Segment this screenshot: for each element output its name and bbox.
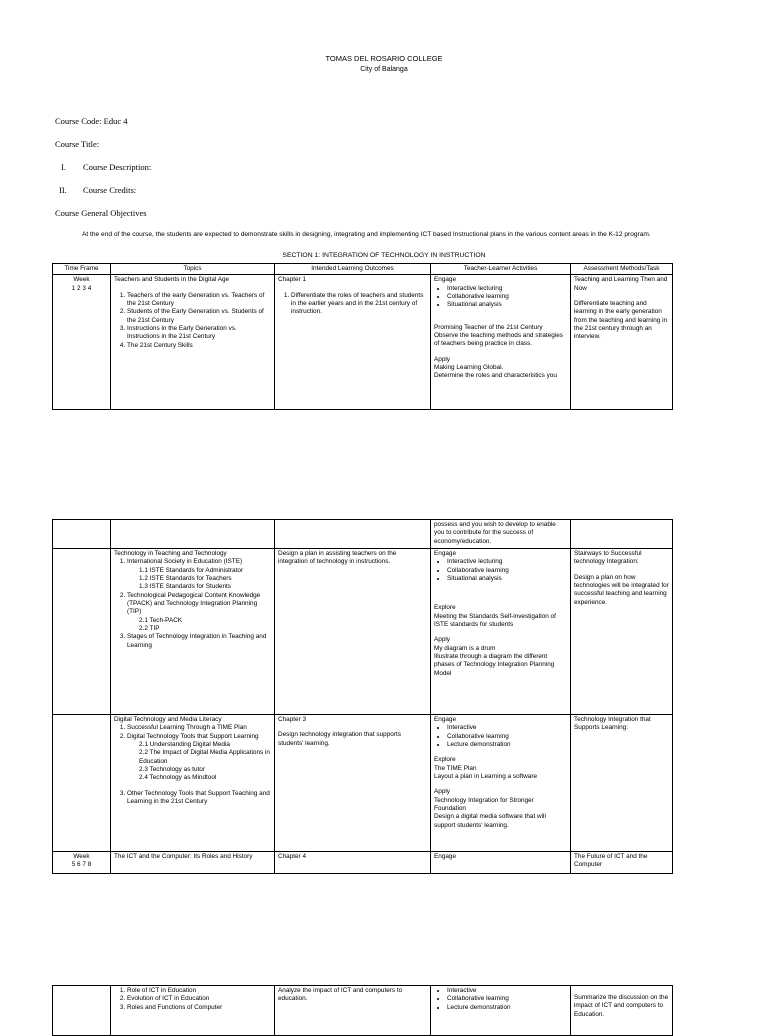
list-item: 1. Teachers of the early Generation vs. Teachers of the 21st Century	[127, 292, 271, 309]
activity-bullets	[434, 724, 567, 749]
table-row	[53, 275, 673, 410]
sub-item: 1.2 ISTE Standards for Teachers	[139, 574, 232, 582]
topics-cell: The ICT and the Computer: Its Roles and History	[111, 852, 275, 874]
list-item: 1. Role of ICT in Education	[127, 987, 271, 995]
ilo-cell: Chapter 4	[275, 852, 431, 874]
assessment-cell: The Future of ICT and the Computer	[571, 852, 673, 874]
table-row	[53, 549, 673, 715]
assessment-title: Stairways to Successful technology Integration:	[574, 550, 642, 566]
activity-text: Determine the roles and characteristics you	[434, 372, 557, 380]
activity-text: Design a digital media software that will support students' learning.	[434, 813, 546, 829]
list-item: • Interactive	[447, 724, 567, 732]
activities-cell	[431, 986, 571, 1036]
list-item: • Interactive	[447, 987, 567, 995]
list-item: 2. Students of the Early Generation vs. Students of the 21st Century	[127, 308, 271, 325]
activity-engage: Engage	[434, 276, 457, 284]
list-item: 4. The 21st Century Skills	[127, 342, 271, 350]
header-activities: Teacher-Learner Activities	[431, 264, 571, 275]
assessment-cell: Technology Integration that Supports Learning:	[571, 715, 673, 852]
time-frame-label: Week	[73, 276, 90, 284]
sub-item: 1.3 ISTE Standards for Students	[139, 583, 232, 591]
ilo-cell: Analyze the impact of ICT and computers to education.	[275, 986, 431, 1036]
assessment-text: Design a plan on how technologies will be integrated for successful teaching and learning experience.	[574, 573, 669, 606]
list-item: • Situational analysis	[447, 575, 567, 583]
activity-text: Illustrate through a diagram the different phases of Technology Integration Planning Model	[434, 652, 555, 677]
ilo-cell: Design a plan in assisting teachers on the integration of technology in instructions.	[275, 549, 431, 715]
activity-text: Making Learning Global.	[434, 363, 504, 371]
sub-item: 2.2 TIP	[139, 624, 160, 632]
topics-cell	[111, 715, 275, 852]
course-objectives-heading: Course General Objectives	[55, 208, 147, 218]
topic-list	[114, 558, 271, 650]
section-title: SECTION 1: INTEGRATION OF TECHNOLOGY IN INSTRUCTION	[282, 252, 486, 259]
topics-cell	[111, 549, 275, 715]
activity-text: Promising Teacher of the 21st Century	[434, 323, 543, 331]
header-topics: Topics	[111, 264, 275, 275]
activity-text: The TIME Plan	[434, 764, 477, 772]
activity-apply: Apply	[434, 636, 450, 644]
table-row	[53, 986, 673, 1036]
time-frame-weeks: 5 6 7 8	[71, 861, 92, 869]
activity-apply: Apply	[434, 788, 450, 796]
header-ilo: Intended Learning Outcomes	[275, 264, 431, 275]
activity-apply: Apply	[434, 355, 450, 363]
topic-title: Technology in Teaching and Technology	[114, 550, 227, 557]
list-item: • Collaborative learning	[447, 995, 567, 1003]
course-title: Course Title:	[55, 139, 100, 149]
sub-item: 2.2 The Impact of Digital Media Applications in Education	[139, 749, 270, 765]
activity-text: Meeting the Standards Self-investigation of ISTE standards for students	[434, 612, 556, 628]
topic-list	[114, 987, 271, 1012]
activity-text: My diagram is a drum	[434, 644, 496, 652]
section1-table	[52, 263, 673, 410]
ilo-list	[278, 292, 427, 317]
list-item: 3. Instructions in the Early Generation vs. Instructions in the 21st Century	[127, 325, 271, 342]
activities-cell	[431, 715, 571, 852]
list-item: 2. Evolution of ICT in Education	[127, 995, 271, 1003]
activities-cell: Engage	[431, 852, 571, 874]
list-item: • Collaborative learning	[447, 293, 567, 301]
list-item: • Collaborative learning	[447, 733, 567, 741]
activity-engage: Engage	[434, 716, 457, 723]
time-frame-cell	[53, 275, 111, 410]
topic-list	[114, 724, 271, 806]
section1-table-page3	[52, 985, 673, 1036]
list-item: 1. Differentiate the roles of teachers and students in the earlier years and in the 21st century of instruction.	[291, 292, 427, 317]
activity-bullets	[434, 558, 567, 583]
activity-explore: Explore	[434, 756, 456, 764]
topic-title: Digital Technology and Media Literacy	[114, 716, 222, 723]
topics-cell	[111, 275, 275, 410]
assessment-cell	[571, 986, 673, 1036]
list-item: 1. International Society in Education (ISTE) 1.1 ISTE Standards for Administrator 1.2 ISTE Standards for Teachers 1.3 ISTE Standards for Students	[127, 558, 271, 591]
ilo-text: Design technology integration that supports students' learning.	[278, 731, 401, 747]
sub-item: 1.1 ISTE Standards for Administrator	[139, 566, 244, 574]
list-item: • Lecture demonstration	[447, 1004, 567, 1012]
list-item: • Interactive lecturing	[447, 558, 567, 566]
course-description-number: I.	[61, 162, 66, 172]
activity-engage: Engage	[434, 550, 457, 557]
topic-list	[114, 292, 271, 350]
list-item: 3. Roles and Functions of Computer	[127, 1004, 271, 1012]
sub-item: 2.1 Tech-PACK	[139, 616, 183, 624]
course-credits: Course Credits:	[83, 185, 137, 195]
time-frame-weeks: 1 2 3 4	[71, 284, 92, 292]
college-name: TOMAS DEL ROSARIO COLLEGE	[325, 54, 443, 63]
activity-explore: Explore	[434, 604, 456, 612]
table-row	[53, 520, 673, 549]
assessment-text: Differentiate teaching and learning in the early generation from the teaching and learning in the 21st century through an interview.	[574, 299, 668, 341]
college-city: City of Balanga	[360, 66, 408, 73]
list-item: 2. Technological Pedagogical Content Knowledge (TPACK) and Technology Integration Planning (TIP) 2.1 Tech-PACK 2.2 TIP	[127, 592, 271, 634]
time-frame-cell	[53, 852, 111, 874]
activities-cell	[431, 549, 571, 715]
list-item: 2. Digital Technology Tools that Support Learning 2.1 Understanding Digital Media 2.2 The Impact of Digital Media Applications in Education 2.3 Technology as tutor 2.4 Technology as Mindtool	[127, 733, 271, 790]
ilo-chapter: Chapter 3	[278, 716, 307, 723]
sub-item: 2.1 Understanding Digital Media	[139, 740, 230, 748]
list-item: • Situational analysis	[447, 301, 567, 309]
activity-text: Layout a plan in Learning a software	[434, 772, 538, 780]
header-assessment: Assessment Methods/Task	[571, 264, 673, 275]
table-row	[53, 852, 673, 874]
table-row	[53, 715, 673, 852]
list-item: 1. Successful Learning Through a TIME Plan	[127, 724, 271, 732]
topic-title: Teachers and Students in the Digital Age	[114, 276, 230, 284]
ilo-cell	[275, 275, 431, 410]
sub-item: 2.3 Technology as tutor	[139, 765, 205, 773]
assessment-text: Summarize the discussion on the impact of ICT and computers to Education.	[574, 994, 669, 1018]
list-item: • Interactive lecturing	[447, 285, 567, 293]
ilo-chapter: Chapter 1	[278, 276, 307, 284]
activity-bullets	[434, 987, 567, 1012]
ilo-cell	[275, 715, 431, 852]
course-code: Course Code: Educ 4	[55, 116, 128, 126]
assessment-title: Teaching and Learning Then and Now	[574, 276, 668, 292]
time-frame-label: Week	[73, 853, 90, 860]
continued-activity-cell: possess and you wish to develop to enable you to contribute for the success of economy/education.	[431, 520, 571, 549]
topics-cell	[111, 986, 275, 1036]
activities-cell	[431, 275, 571, 410]
list-item: 3. Other Technology Tools that Support Teaching and Learning in the 21st Century	[127, 790, 271, 807]
sub-item: 2.4 Technology as Mindtool	[139, 774, 217, 782]
activity-text: Observe the teaching methods and strategies of teachers being practice in class.	[434, 331, 563, 348]
assessment-cell	[571, 549, 673, 715]
section1-table-continued	[52, 519, 673, 874]
activity-text: Technology Integration for Stronger Foundation	[434, 796, 534, 812]
course-objectives-text: At the end of the course, the students are expected to demonstrate skills in designing, integrating and implementing ICT based Instructional plans in the various content areas in the K-12 program.	[82, 231, 651, 238]
list-item: • Lecture demonstration	[447, 741, 567, 749]
list-item: • Collaborative learning	[447, 567, 567, 575]
table-header-row	[53, 264, 673, 275]
course-credits-number: II.	[59, 185, 67, 195]
activity-bullets	[434, 285, 567, 310]
header-time-frame: Time Frame	[53, 264, 111, 275]
course-description: Course Description:	[83, 162, 152, 172]
list-item: 3. Stages of Technology Integration in Teaching and Learning	[127, 633, 271, 650]
assessment-cell	[571, 275, 673, 410]
